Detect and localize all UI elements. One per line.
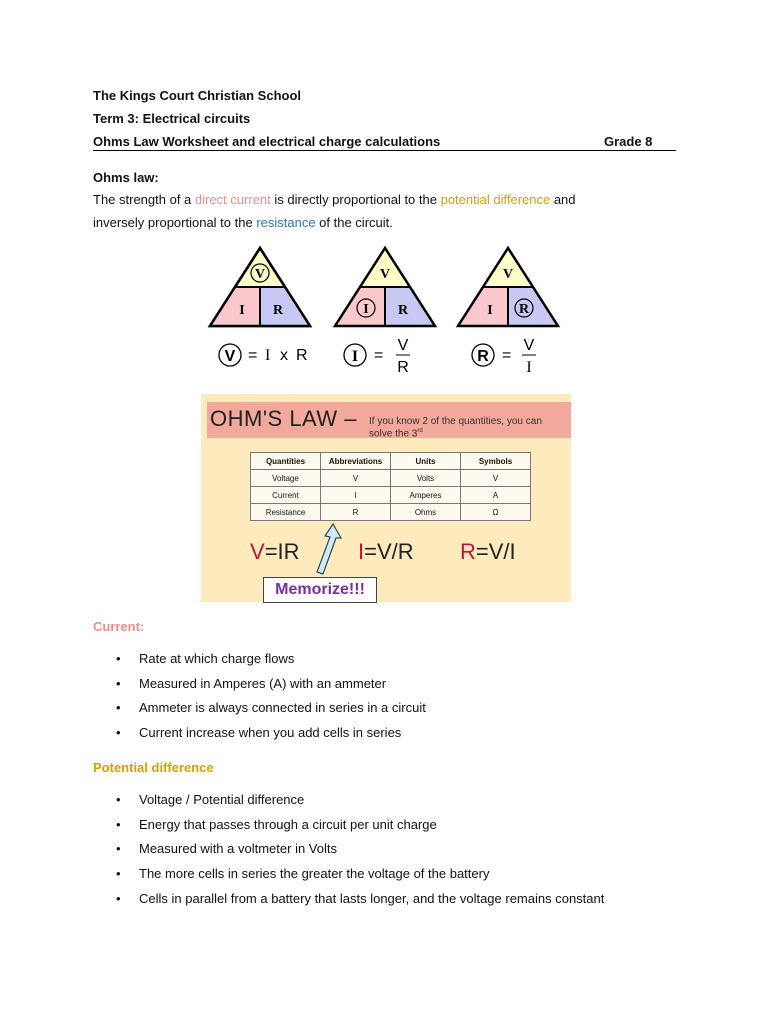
list-item: • Measured in Amperes (A) with an ammeter — [93, 672, 426, 697]
table-cell: Volts — [391, 470, 461, 487]
triangle-r-top-label: V — [502, 267, 514, 282]
table-cell: Current — [251, 487, 321, 504]
table-cell: Ω — [461, 504, 531, 521]
intro-text: of the circuit. — [315, 215, 393, 230]
formula-v-equals-ir — [250, 539, 300, 565]
table-header: Symbols — [461, 453, 531, 470]
formula-r-equals-v-over-i — [460, 539, 516, 565]
formula-v-i: I — [265, 347, 271, 364]
term-potential-difference: potential difference — [440, 192, 551, 207]
formula-i-denominator: R — [397, 359, 409, 376]
formula-rest: =IR — [264, 539, 300, 564]
formula-i — [344, 337, 410, 376]
table-cell: Ohms — [391, 504, 461, 521]
ohms-law-banner — [207, 402, 571, 438]
list-item: • Measured with a voltmeter in Volts — [93, 837, 604, 862]
intro-text: and — [550, 192, 576, 207]
list-item: • Current increase when you add cells in series — [93, 721, 426, 746]
triangle-v-right-label: R — [272, 303, 284, 318]
triangle-v — [210, 248, 310, 326]
formula-i-lhs: I — [351, 348, 359, 365]
list-item: • Energy that passes through a circuit per unit charge — [93, 813, 604, 838]
formula-i-equals-v-over-r — [358, 539, 414, 565]
formula-i-equals: = — [374, 347, 384, 364]
formula-symbol: R — [460, 539, 476, 564]
triangle-i-top-label: V — [379, 267, 391, 282]
list-item: • Cells in parallel from a battery that lasts longer, and the voltage remains constant — [93, 887, 604, 912]
table-header-row — [251, 453, 531, 470]
formula-rest: =V/R — [364, 539, 414, 564]
arrow-up-icon — [313, 522, 343, 578]
ohms-law-paragraph — [93, 188, 693, 234]
triangle-i — [335, 248, 435, 326]
table-header: Abbreviations — [321, 453, 391, 470]
list-item: • The more cells in series the greater the voltage of the battery — [93, 862, 604, 887]
triangle-r-left-label: I — [487, 303, 493, 318]
formula-r-denominator: I — [526, 359, 532, 376]
ohms-law-summary-image — [201, 394, 571, 602]
formula-r — [472, 337, 536, 376]
formula-symbol: I — [358, 539, 365, 564]
potential-difference-list — [93, 788, 604, 911]
intro-text: inversely proportional to the — [93, 215, 257, 230]
memorize-label: Memorize!!! — [263, 577, 377, 603]
quantities-table — [250, 452, 531, 521]
table-cell: A — [461, 487, 531, 504]
table-cell: R — [321, 504, 391, 521]
table-row — [251, 470, 531, 487]
current-heading: Current: — [93, 619, 145, 634]
triangle-i-right-label: R — [397, 303, 409, 318]
table-header: Quantities — [251, 453, 321, 470]
formula-r-numerator: V — [523, 337, 535, 354]
formula-v — [219, 344, 308, 366]
table-cell: Amperes — [391, 487, 461, 504]
formula-r-equals: = — [502, 347, 512, 364]
term-direct-current: direct current — [194, 192, 271, 207]
subtitle-superscript: rd — [417, 428, 423, 434]
table-cell: V — [461, 470, 531, 487]
triangle-i-left-label: I — [363, 302, 369, 317]
worksheet-title: Ohms Law Worksheet and electrical charge calculations — [93, 134, 441, 149]
ohms-law-banner-subtitle-1: If you know 2 of the quantities, you can — [369, 416, 542, 427]
triangle-v-top-label: V — [254, 267, 266, 282]
table-cell: V — [321, 470, 391, 487]
formula-v-lhs: V — [224, 348, 236, 365]
formula-symbol: V — [250, 539, 265, 564]
table-row — [251, 487, 531, 504]
triangle-r-right-label: R — [518, 302, 530, 317]
table-row — [251, 504, 531, 521]
ohms-law-banner-subtitle-2 — [369, 428, 423, 439]
ohms-law-triangles-diagram — [200, 240, 570, 380]
ohms-law-heading: Ohms law: — [93, 170, 159, 185]
current-list — [93, 647, 426, 746]
intro-text: is directly proportional to the — [270, 192, 441, 207]
formula-v-equals: = — [248, 347, 258, 364]
term-title: Term 3: Electrical circuits — [93, 111, 251, 126]
table-cell: Resistance — [251, 504, 321, 521]
list-item: • Rate at which charge flows — [93, 647, 426, 672]
term-resistance: resistance — [256, 215, 316, 230]
formula-v-times: x — [280, 347, 288, 364]
formula-r-lhs: R — [477, 348, 489, 365]
list-item: • Voltage / Potential difference — [93, 788, 604, 813]
table-header: Units — [391, 453, 461, 470]
header-divider — [93, 150, 676, 151]
formula-rest: =V/I — [475, 539, 516, 564]
subtitle-text: solve the 3 — [369, 428, 418, 440]
ohms-law-banner-title: OHM'S LAW – — [210, 406, 358, 431]
list-item: • Ammeter is always connected in series in a circuit — [93, 696, 426, 721]
table-cell: Voltage — [251, 470, 321, 487]
intro-text: The strength of a — [93, 192, 195, 207]
school-name: The Kings Court Christian School — [93, 88, 302, 103]
grade-label: Grade 8 — [604, 134, 653, 149]
formula-v-r: R — [296, 347, 308, 364]
triangle-r — [458, 248, 558, 326]
potential-difference-heading: Potential difference — [93, 760, 214, 775]
triangle-v-left-label: I — [239, 303, 245, 318]
formula-i-numerator: V — [397, 337, 409, 354]
table-cell: I — [321, 487, 391, 504]
